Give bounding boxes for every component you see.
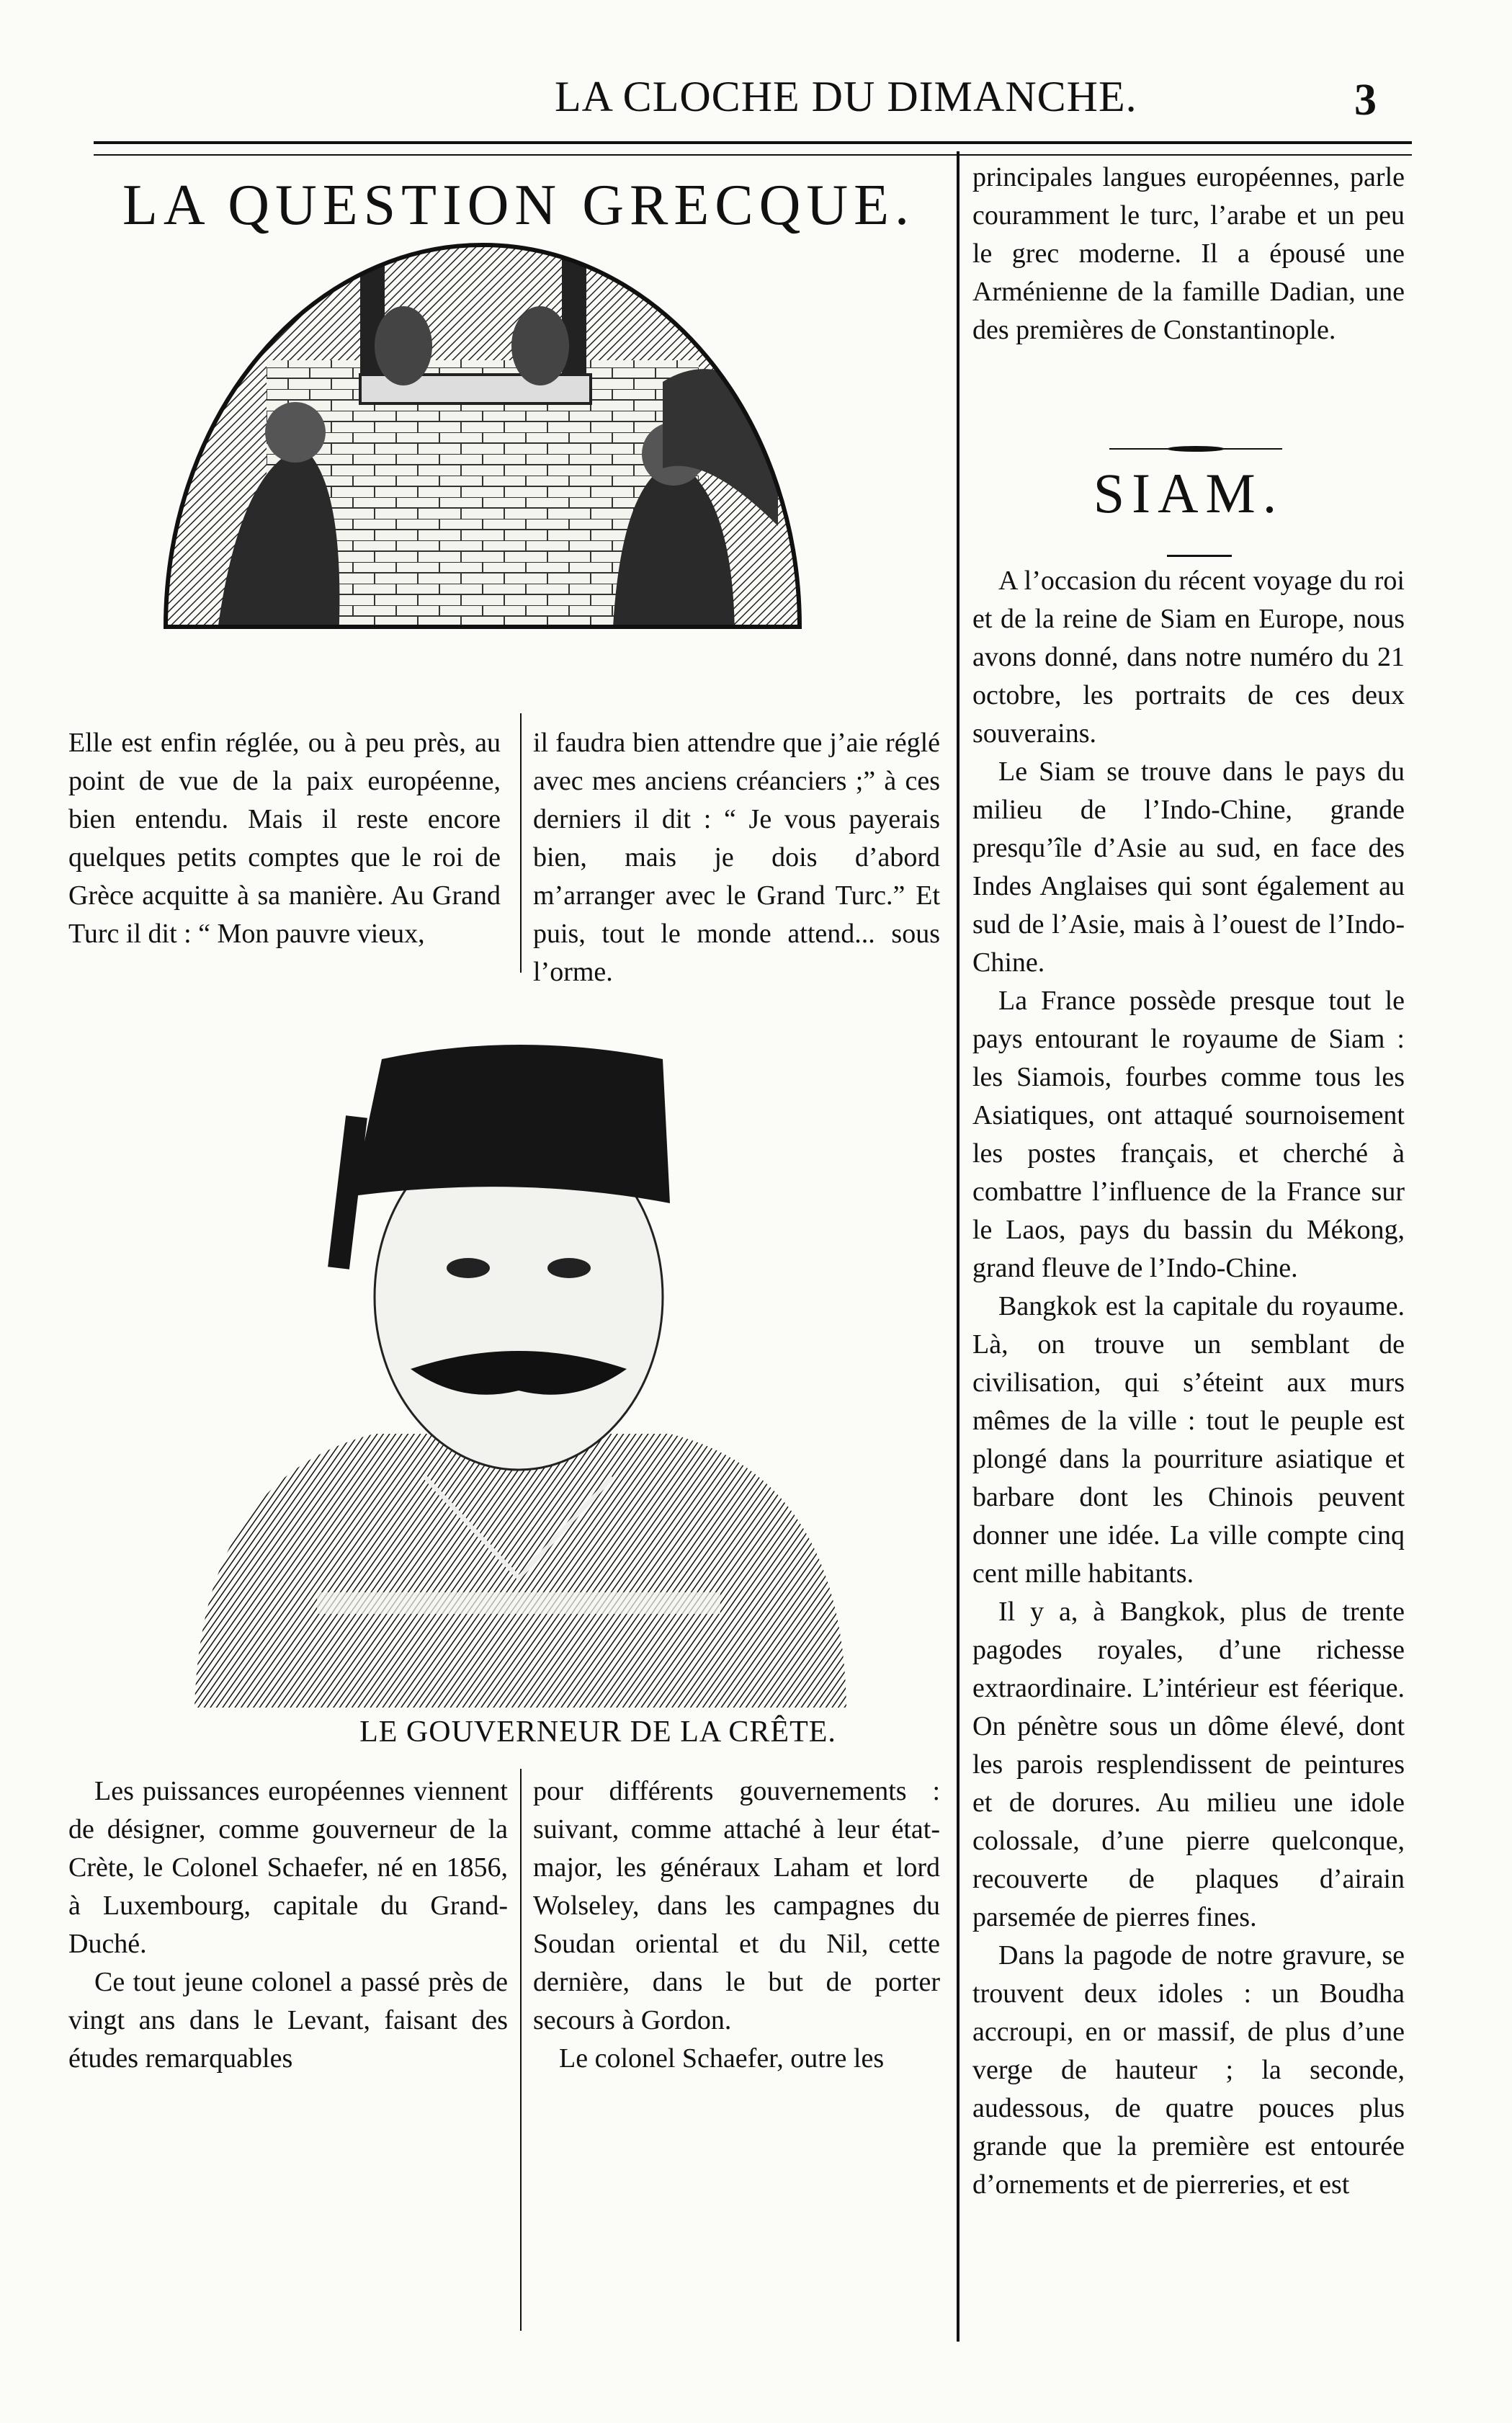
greek-text-left: Elle est enfin réglée, ou à peu près, au point de vue de la paix européenne, bien entendu. Mais il reste encore quelques petits comptes que le roi de Grèce acquitte à sa manière. Au Grand Turc il dit : “ Mon pauvre vieux, [68, 728, 501, 949]
siam-paragraph-6: Dans la pagode de notre gravure, se trouvent deux idoles : un Boudha accroupi, en or massif, de plus d’une verge de hauteur ; la seconde, audessous, de quatre pouces plus grande que la première est entourée d’ornements et de pierreries, et est [972, 1940, 1405, 2200]
title-underline [1167, 555, 1232, 557]
crete-right-paragraph-2: Le colonel Schaefer, outre les [559, 2043, 885, 2074]
article-title-greek: LA QUESTION GRECQUE. [122, 174, 915, 237]
column-divider-right [957, 151, 959, 2342]
crete-text-right [533, 1772, 940, 2078]
siam-text [972, 562, 1405, 2204]
siam-paragraph-4: Bangkok est la capitale du royaume. Là, on trouve un semblant de civilisation, qui s’éteint aux murs mêmes de la ville : tout le peuple est plongé dans la pourriture asiatique et barbare dont les Chinois peuvent donner une idée. La ville compte cinq cent mille habitants. [972, 1291, 1405, 1589]
siam-paragraph-3: La France possède presque tout le pays entourant le royaume de Siam : les Siamois, fourbes comme tous les Asiatiques, ont attaqué sournoisement les postes français, et cherché à combattre l’influence de la France sur le Laos, pays du bassin du Mékong, grand fleuve de l’Indo-Chine. [972, 986, 1405, 1283]
greek-text-right: il faudra bien attendre que j’aie réglé avec mes anciens créanciers ;” à ces derniers il dit : “ Je vous payerais bien, mais je dois d’abord m’arranger avec le Grand Turc.” Et puis, tout le monde attend... sous l’orme. [533, 728, 940, 987]
running-header [43, 72, 1477, 137]
crete-text-continued: principales langues européennes, parle couramment le turc, l’arabe et un peu le grec moderne. Il a épousé une Arménienne de la famille Dadian, une des premières de Constantinople. [972, 162, 1405, 345]
column-divider-crete [520, 1769, 522, 2331]
siam-paragraph-5: Il y a, à Bangkok, plus de trente pagodes royales, d’une richesse extraordinaire. L’intérieur est féerique. On pénètre sous un dôme élevé, dont les parois resplendissent de peintures et de dorures. Au milieu une idole colossale, d’une pierre quelconque, recouverte de plaques d’airain parsemée de pierres fines. [972, 1597, 1405, 1932]
crete-left-paragraph-2: Ce tout jeune colonel a passé près de vingt ans dans le Levant, faisant des études remarquables [68, 1967, 508, 2074]
crete-text-left [68, 1772, 508, 2078]
crete-left-paragraph-1: Les puissances européennes viennent de désigner, comme gouverneur de la Crète, le Colonel Schaefer, né en 1856, à Luxembourg, capitale du Grand-Duché. [68, 1776, 508, 1959]
header-rule [94, 141, 1412, 156]
portrait-caption: LE GOUVERNEUR DE LA CRÊTE. [359, 1715, 836, 1749]
governor-portrait [173, 1030, 864, 1708]
section-ornament [1109, 445, 1282, 452]
newspaper-title: LA CLOCHE DU DIMANCHE. [555, 73, 1137, 120]
siam-paragraph-1: A l’occasion du récent voyage du roi et de la reine de Siam en Europe, nous avons donné, dans notre numéro du 21 octobre, les portraits de ces deux souverains. [972, 566, 1405, 749]
column-divider-greek [520, 713, 522, 973]
cartoon-engraving [158, 238, 807, 677]
portrait-engraving [173, 1030, 864, 1708]
article-title-siam: SIAM. [1093, 462, 1284, 525]
siam-paragraph-2: Le Siam se trouve dans le pays du milieu de l’Indo-Chine, grande presqu’île d’Asie au sud, en face des Indes Anglaises qui sont également au sud de l’Asie, mais à l’ouest de l’Indo-Chine. [972, 757, 1405, 978]
crete-right-paragraph-1: pour différents gouvernements : suivant, comme attaché à leur état-major, les généraux Laham et lord Wolseley, dans les campagnes du Soudan oriental et du Nil, cette dernière, dans le but de porter secours à Gordon. [533, 1776, 940, 2035]
greek-question-illustration [158, 238, 807, 677]
page-number: 3 [1354, 76, 1377, 125]
